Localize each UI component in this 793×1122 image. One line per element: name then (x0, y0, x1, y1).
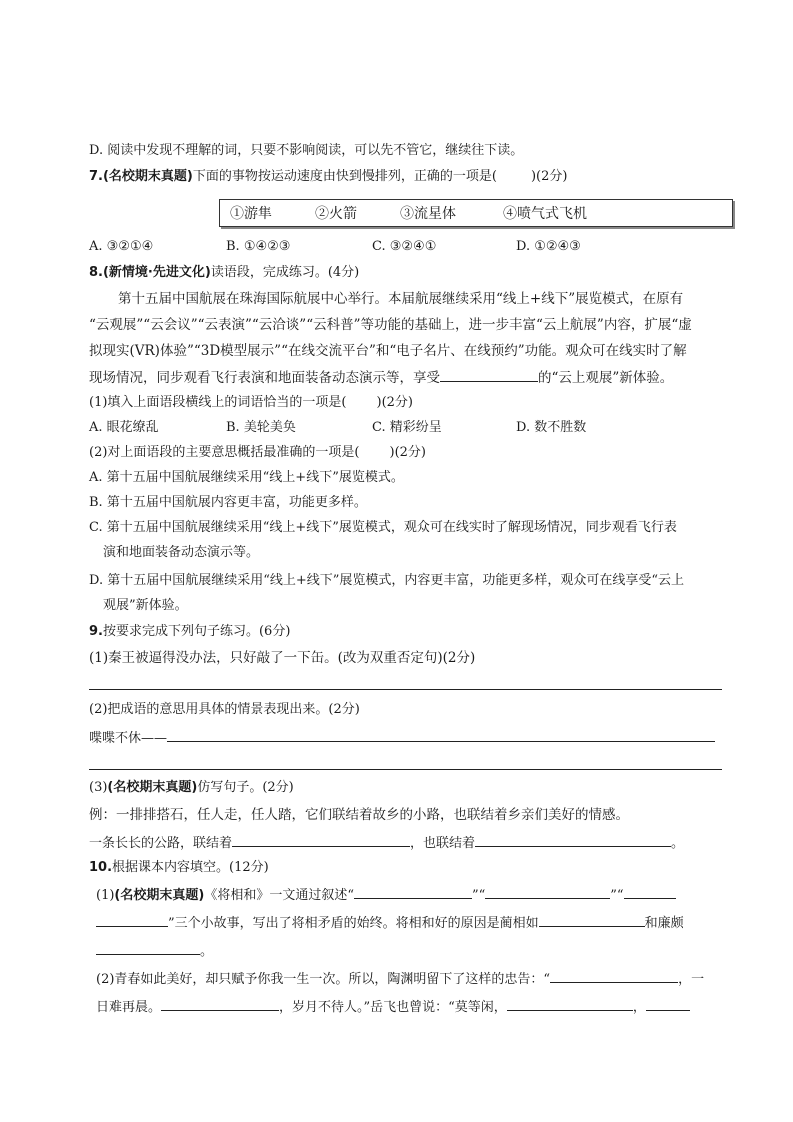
q8-stem: 读语段，完成练习。(4分) (210, 265, 360, 280)
q10-s1-text: ”三个小故事，写出了将相矛盾的始终。将相和好的原因是蔺相如 (168, 916, 539, 931)
question-9 (89, 622, 290, 642)
q10-number: 10. (89, 860, 113, 875)
q8-sub1-options (89, 418, 729, 438)
q8-sub1-option-b[interactable]: B. 美轮美奂 (226, 420, 296, 435)
q10-s1-tag: (名校期末真题) (114, 888, 205, 903)
q7-tag: (名校期末真题) (102, 169, 193, 184)
q7-option-b[interactable]: B. ①④②③ (226, 239, 291, 254)
q10-s1-text: 和廉颇 (644, 916, 684, 931)
q6-option-d: D. 阅读中发现不理解的词，只要不影响阅读，可以先不管它，继续往下读。 (89, 143, 524, 158)
q9-sub2-answer-line[interactable] (89, 769, 722, 770)
q7-option-c[interactable]: C. ③②④① (372, 239, 437, 254)
q8-passage-line: “云观展”“云会议”“云表演”“云洽谈”“云科普”等功能的基础上，进一步丰富“云上航展”内容，扩展“虚 (89, 317, 692, 333)
q9-fill-blank-2[interactable] (475, 832, 671, 847)
q8-sub2-end: )(2分) (389, 445, 426, 460)
q9-sub1: (1)秦王被逼得没办法，只好敲了一下缶。(改为双重否定句)(2分) (89, 650, 476, 666)
q7-item: ①游隼 (230, 206, 272, 222)
q7-number: 7. (89, 169, 103, 184)
q8-sub2-option-c[interactable]: C. 第十五届中国航展继续采用“线上+线下”展览模式，观众可在线实时了解现场情况，同步观看飞行表 (89, 520, 677, 535)
q9-sub2: (2)把成语的意思用具体的情景表现出来。(2分) (89, 702, 360, 717)
q9-sub1-answer-line[interactable] (89, 689, 722, 690)
q7-stem: 下面的事物按运动速度由快到慢排列，正确的一项是( (192, 169, 497, 184)
q10-s1-blank-3[interactable] (624, 884, 676, 899)
q7-option-a[interactable]: A. ③②①④ (89, 239, 154, 254)
question-8 (89, 263, 359, 283)
q9-fill-blank-1[interactable] (232, 832, 410, 847)
q10-s2-text: (2)青春如此美好，却只赋予你我一生一次。所以，陶渊明留下了这样的忠告：“ (96, 972, 551, 987)
q8-sub1 (89, 393, 413, 413)
q9-sub3 (89, 778, 294, 798)
q8-sub2-option-c-cont: 演和地面装备动态演示等。 (103, 545, 260, 560)
q10-s2-text: ， (632, 1000, 646, 1015)
q9-sub2-answer-blank[interactable] (167, 727, 715, 742)
q10-s1-text: 《将相和》一文通过叙述“ (204, 888, 354, 903)
q8-sub1-stem: (1)填入上面语段横线上的词语恰当的一项是( (89, 395, 347, 410)
q10-s2-blank-1[interactable] (550, 968, 678, 983)
q10-sub1-line2 (96, 912, 684, 934)
q9-fill-text: ，也联结着 (410, 836, 476, 851)
q7-items-box (219, 199, 733, 227)
q9-fill-text: 一条长长的公路，联结着 (89, 836, 233, 851)
q8-sub1-end: )(2分) (376, 395, 413, 410)
q10-s2-text: ，一 (678, 972, 705, 987)
q10-s2-text: 日难再晨。 (96, 1000, 162, 1015)
question-7 (89, 167, 567, 187)
q7-item: ③流星体 (400, 206, 456, 222)
q8-sub1-option-a[interactable]: A. 眼花缭乱 (89, 420, 159, 435)
q9-sub3-stem: 仿写句子。(2分) (197, 780, 294, 795)
q7-item: ④喷气式飞机 (503, 206, 587, 222)
q8-sub2-option-a[interactable]: A. 第十五届中国航展继续采用“线上+线下”展览模式。 (89, 470, 404, 485)
q10-s1-blank-3-cont[interactable] (96, 912, 168, 927)
q9-stem: 按要求完成下列句子练习。(6分) (102, 624, 291, 639)
q10-s1-text: ”“ (471, 888, 486, 903)
q10-s1-text: 。 (200, 944, 214, 959)
q10-stem: 根据课本内容填空。(12分) (112, 860, 269, 875)
q8-sub2-option-d-cont: 观展”新体验。 (103, 598, 188, 613)
q10-s1-text: ”“ (610, 888, 624, 903)
q9-example: 例：一排排搭石，任人走，任人踏，它们联结着故乡的小路，也联结着乡亲们美好的情感。 (89, 807, 629, 823)
q8-passage-line (89, 367, 673, 388)
q7-option-d[interactable]: D. ①②④③ (516, 239, 581, 254)
q10-s2-blank-4[interactable] (646, 996, 690, 1011)
q8-sub1-option-d[interactable]: D. 数不胜数 (516, 420, 587, 435)
q10-s1-blank-1[interactable] (354, 884, 472, 899)
q8-sub2-option-d[interactable]: D. 第十五届中国航展继续采用“线上+线下”展览模式，内容更丰富，功能更多样，观众可在线享受“云上 (89, 573, 685, 588)
q10-sub1-line1 (96, 884, 676, 906)
q7-stem-end: )(2分) (530, 169, 568, 184)
q8-sub2-stem: (2)对上面语段的主要意思概括最准确的一项是( (89, 445, 360, 460)
q8-passage-line: 拟现实(VR)体验”“3D模型展示”“在线交流平台”和“电子名片、在线预约”功能。观众可在线实时了解 (89, 343, 687, 359)
q10-sub1-line3 (96, 940, 213, 962)
q9-fill-text: 。 (671, 836, 685, 851)
q9-sub2-word-line (89, 727, 715, 749)
q10-s1-blank-2[interactable] (485, 884, 610, 899)
q10-s2-text: ，岁月不待人。”岳飞也曾说：“莫等闲， (279, 1000, 507, 1015)
q9-sub3-tag: (名校期末真题) (107, 780, 198, 795)
q9-sub2-word: 喋喋不休—— (89, 731, 168, 746)
question-10 (89, 858, 269, 878)
q8-sub1-option-c[interactable]: C. 精彩纷呈 (372, 420, 442, 435)
q7-options (89, 237, 729, 257)
q10-s2-blank-2[interactable] (161, 996, 279, 1011)
q10-sub2-line2 (96, 996, 690, 1018)
q10-sub2-line1 (96, 968, 704, 990)
q8-passage-blank[interactable] (440, 367, 538, 382)
q8-passage-text: 的“云上观展”新体验。 (538, 370, 674, 386)
q8-passage-text: 现场情况，同步观看飞行表演和地面装备动态演示等，享受 (89, 370, 440, 386)
q8-sub2 (89, 443, 426, 463)
q8-sub2-option-b[interactable]: B. 第十五届中国航展内容更丰富，功能更多样。 (89, 495, 367, 510)
q9-number: 9. (89, 624, 103, 639)
q8-tag: (新情境·先进文化) (102, 265, 211, 280)
q8-passage-line: 第十五届中国航展在珠海国际航展中心举行。本届航展继续采用“线上+线下”展览模式，在原有 (118, 291, 684, 307)
q7-item: ②火箭 (315, 206, 357, 222)
q9-fill-line (89, 832, 684, 854)
q9-sub3-prefix: (3) (89, 780, 108, 795)
q10-s1-prefix: (1) (96, 888, 115, 903)
q8-number: 8. (89, 265, 103, 280)
q10-s2-blank-3[interactable] (507, 996, 633, 1011)
q10-s1-blank-4[interactable] (539, 912, 645, 927)
q10-s1-blank-5[interactable] (96, 940, 200, 955)
